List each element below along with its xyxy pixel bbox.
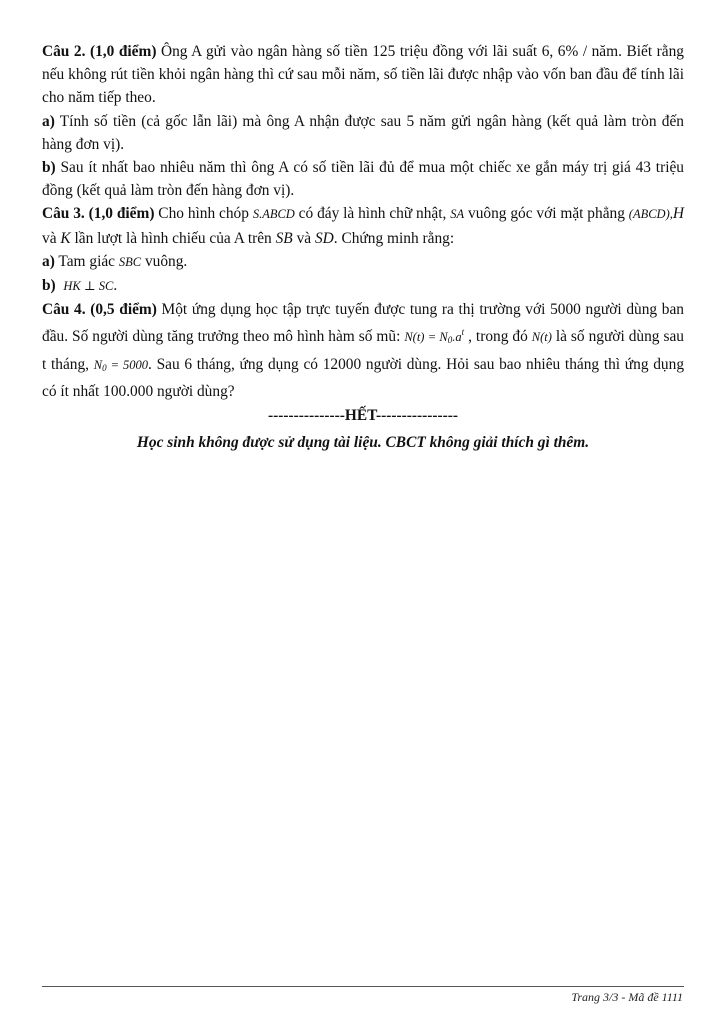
q3a-math-sbc: SBC — [118, 254, 142, 269]
question-2 — [42, 40, 684, 110]
q3-math-h: H — [672, 205, 684, 223]
q3-math-sd: SD — [314, 229, 334, 247]
question-2-text: Ông A gửi vào ngân hàng số tiền 125 triệu đồng với lãi suất 6, 6% / năm. Biết rằng nếu không rút tiền khỏi ngân hàng thì cứ sau mỗi năm, số tiền lãi được nhập vào vốn ban đầu để tính lãi cho năm tiếp theo. — [42, 43, 684, 107]
q3-math-sa: SA — [450, 207, 465, 222]
question-3b-label: b) — [42, 277, 56, 295]
q4-formula-sup: t — [461, 327, 465, 338]
q3-math-k: K — [60, 229, 71, 247]
question-3b — [42, 274, 684, 298]
page-footer: Trang 3/3 - Mã đề 1111 — [571, 990, 683, 1004]
q4-formula-mid: .a — [452, 330, 462, 345]
q4-n0-value: = 5000 — [106, 357, 149, 372]
q3-text-3: vuông góc với mặt phẳng — [464, 205, 629, 223]
q4-text-3: là số người dùng sau t tháng, — [42, 328, 684, 373]
q3a-text-1: Tam giác — [54, 252, 119, 270]
q4-n0-sub: 0 — [102, 362, 107, 373]
question-2b-label: b) — [42, 159, 56, 177]
exam-note: Học sinh không được sử dụng tài liệu. CBCT không giải thích gì thêm. — [136, 434, 590, 452]
question-2a — [42, 110, 684, 156]
q4-n0-symbol: N — [93, 357, 103, 372]
question-4 — [42, 298, 684, 403]
q3b-math-perp: HK ⊥ SC — [63, 279, 114, 294]
q3-text-7: . Chứng minh rằng: — [333, 229, 455, 247]
q3a-text-2: vuông. — [141, 252, 188, 270]
question-2a-text: Tính số tiền (cả gốc lẫn lãi) mà ông A nhận được sau 5 năm gửi ngân hàng (kết quả làm tròn đến hàng đơn vị). — [42, 112, 684, 153]
footer-divider — [42, 986, 684, 987]
q4-math-nt: N(t) — [531, 330, 552, 345]
q3-math-pyramid: S.ABCD — [252, 207, 295, 222]
q4-math-n0 — [94, 358, 148, 372]
question-2a-label: a) — [42, 112, 55, 130]
q4-text-4: . Sau 6 tháng, ứng dụng có 12000 người dùng. Hỏi sau bao nhiêu tháng thì ứng dụng có ít nhất 100.000 người dùng? — [42, 355, 685, 400]
question-3a — [42, 250, 684, 274]
q4-formula-lhs: N(t) = N — [404, 330, 448, 345]
q3-text-5: lần lượt là hình chiếu của A trên — [70, 229, 276, 247]
q4-text-2: , trong đó — [464, 328, 532, 346]
q4-formula — [404, 327, 465, 346]
q3-math-plane: (ABCD), — [628, 207, 673, 222]
question-3a-label: a) — [42, 252, 55, 270]
q3-text-1: Cho hình chóp — [154, 205, 253, 223]
q3b-text: . — [113, 277, 118, 295]
q3-text-4: và — [42, 229, 61, 247]
q4-text-1: Một ứng dụng học tập trực tuyến được tung ra thị trường với 5000 người dùng ban đầu. Số người dùng tăng trưởng theo mô hình hàm số mũ: — [42, 301, 684, 346]
exam-page-content — [42, 40, 684, 454]
question-4-heading: Câu 4. (0,5 điểm) — [42, 301, 157, 319]
end-marker: ---------------HẾT---------------- — [268, 407, 458, 425]
q3-math-sb: SB — [275, 229, 293, 247]
question-2-heading: Câu 2. (1,0 điểm) — [42, 43, 157, 60]
q4-formula-sub: 0 — [447, 335, 453, 346]
question-3 — [42, 202, 684, 249]
q3-text-2: có đáy là hình chữ nhật, — [294, 205, 451, 223]
question-3-heading: Câu 3. (1,0 điểm) — [42, 205, 155, 223]
q3-text-6: và — [292, 229, 315, 247]
question-2b — [42, 156, 684, 202]
question-2b-text: Sau ít nhất bao nhiêu năm thì ông A có số tiền lãi đủ để mua một chiếc xe gắn máy trị giá 43 triệu đồng (kết quả làm tròn đến hàng đơn vị). — [42, 159, 684, 200]
